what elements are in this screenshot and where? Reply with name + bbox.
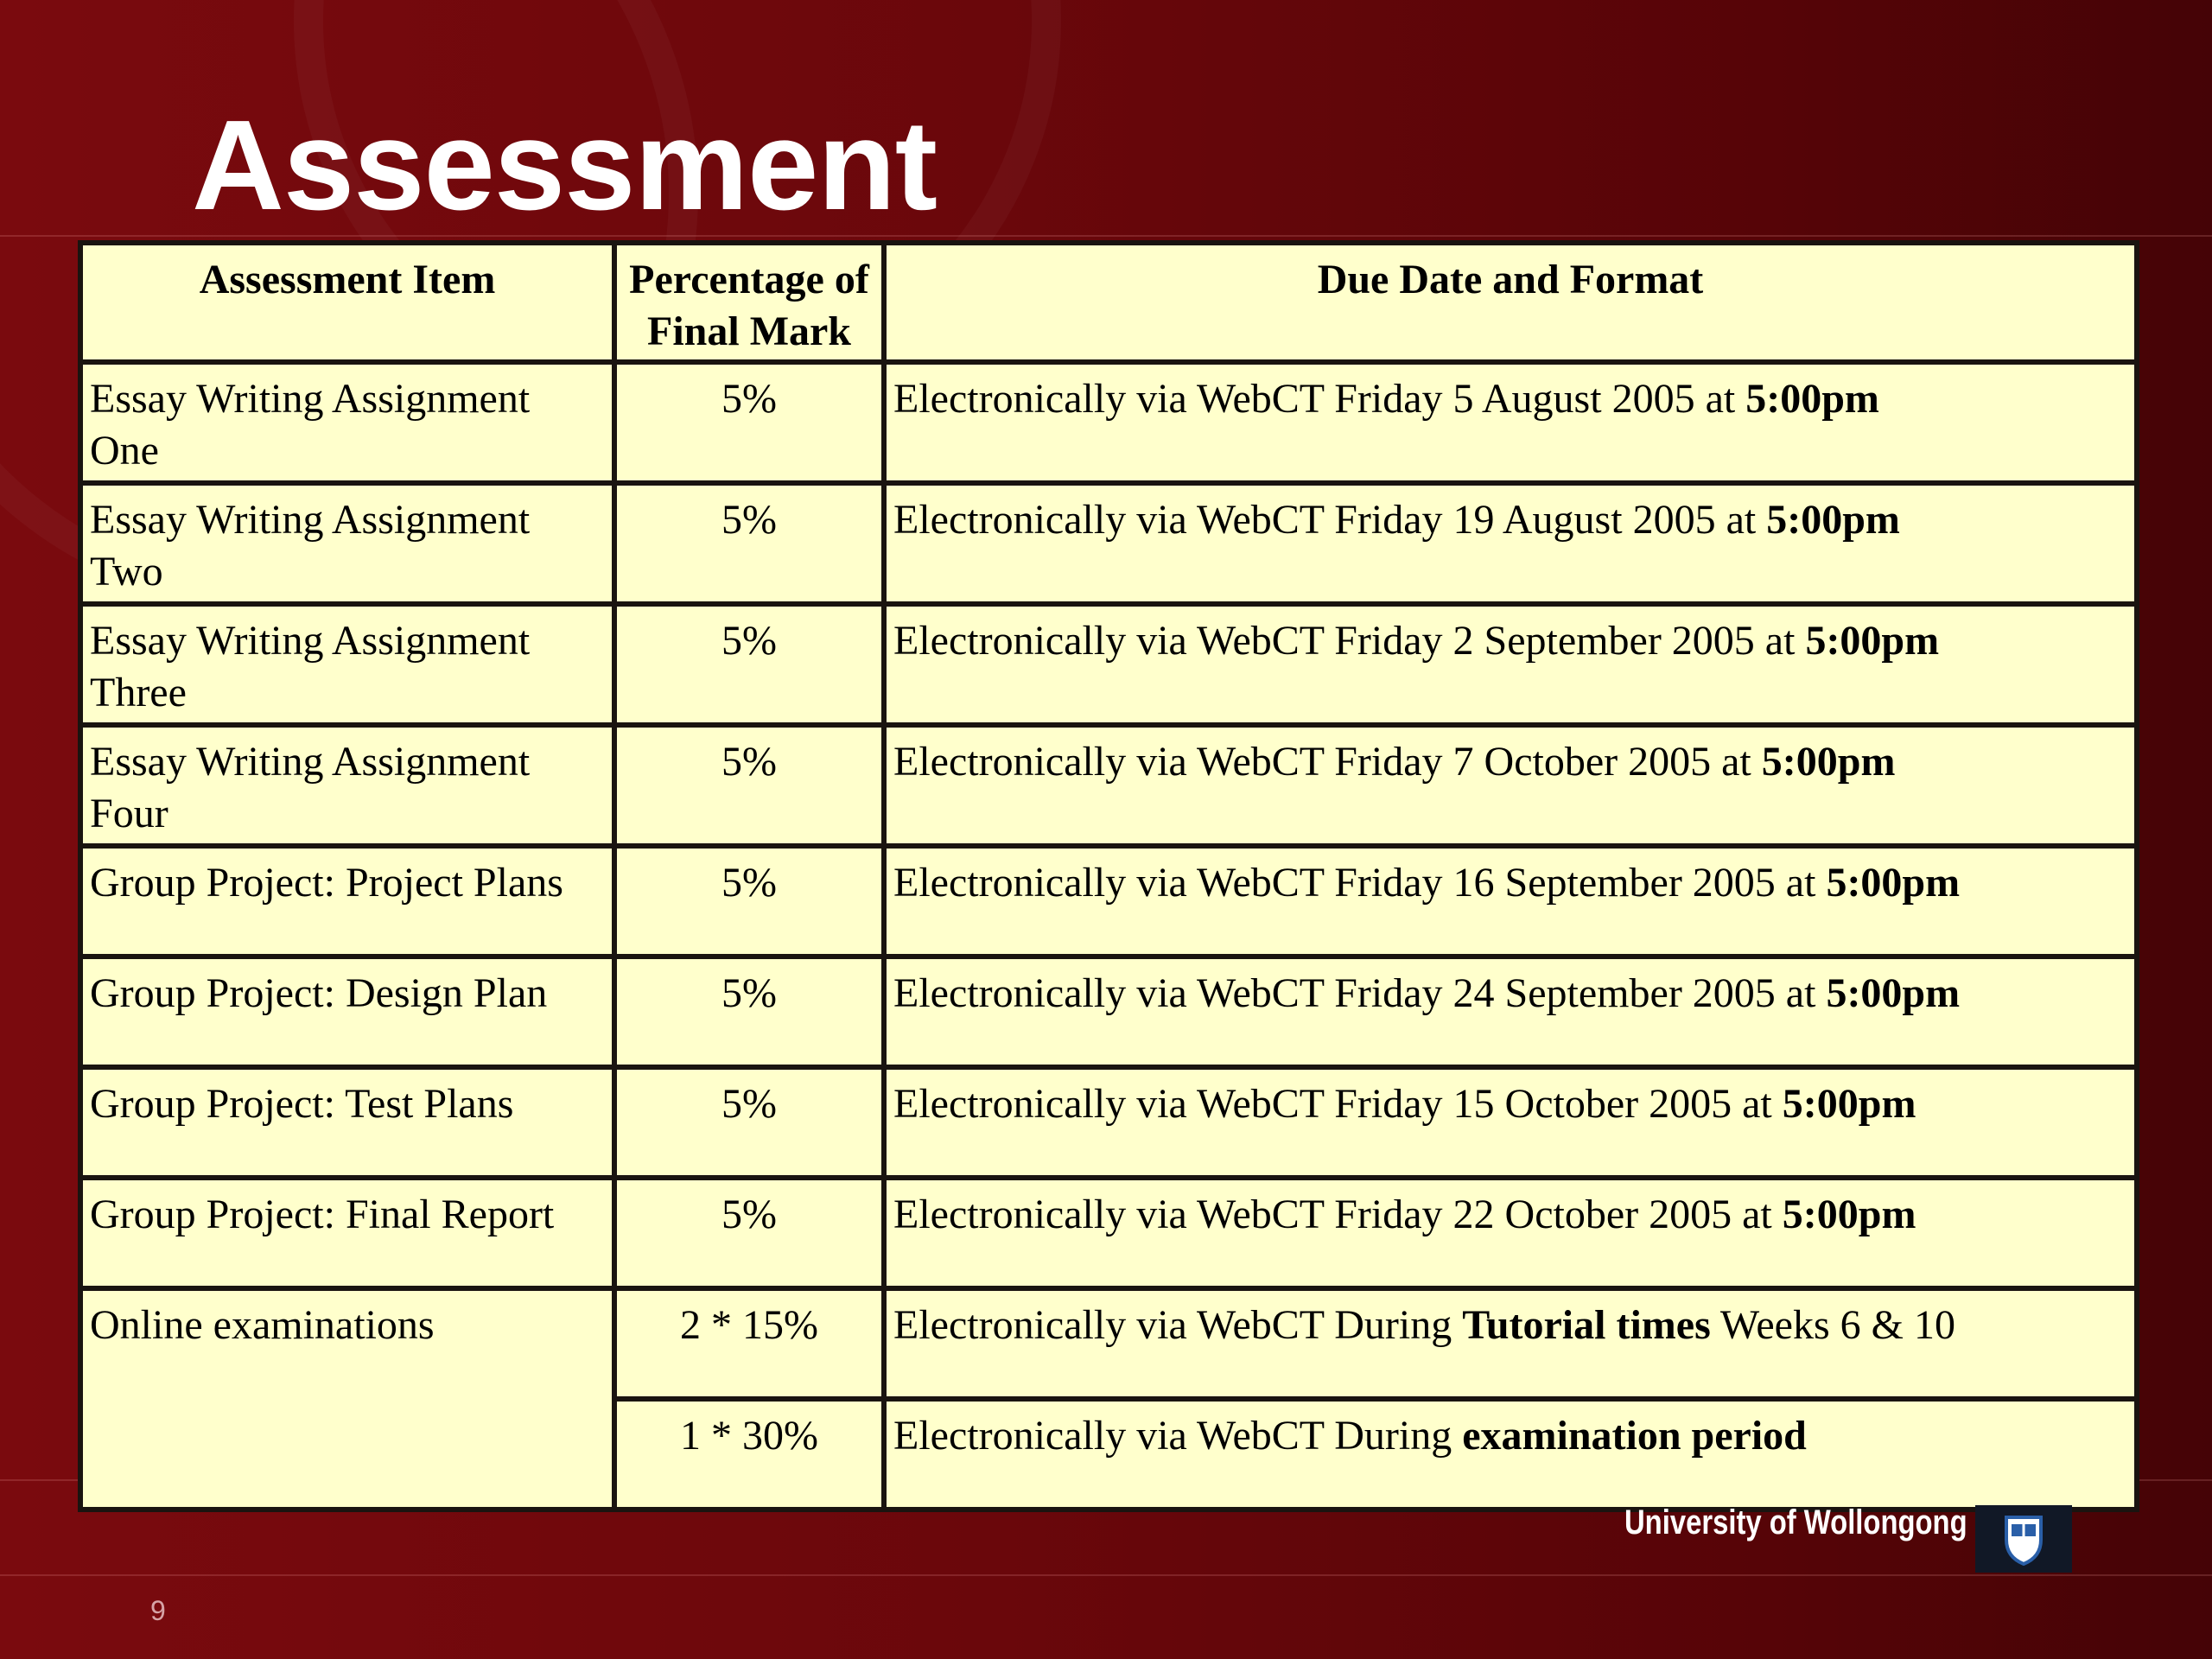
university-crest-icon [1975, 1505, 2072, 1573]
due-date-tail: Weeks 6 & 10 [1710, 1302, 1955, 1348]
assessment-item-cell: Group Project: Design Plan [80, 957, 614, 1067]
table-row [80, 846, 2137, 957]
background-rule-bottom [0, 1574, 2212, 1576]
header-percentage: Percentage of Final Mark [614, 243, 884, 362]
header-assessment-item: Assessment Item [80, 243, 614, 362]
table-header-row [80, 243, 2137, 362]
due-time: 5:00pm [1805, 618, 1940, 664]
assessment-item-cell: Essay Writing Assignment One [80, 362, 614, 483]
due-date-cell [884, 725, 2137, 846]
table-row [80, 725, 2137, 846]
percentage-cell: 5% [614, 1178, 884, 1288]
slide-title: Assessment [192, 94, 938, 237]
due-date-cell [884, 1067, 2137, 1178]
assessment-item-cell: Essay Writing Assignment Four [80, 725, 614, 846]
page-number: 9 [150, 1595, 166, 1626]
due-date-text: Electronically via WebCT Friday 15 October 2005 at [893, 1081, 1783, 1127]
due-date-text: Electronically via WebCT Friday 5 August 2005 at [893, 376, 1746, 422]
percentage-cell: 5% [614, 846, 884, 957]
due-date-cell [884, 957, 2137, 1067]
due-date-cell [884, 1178, 2137, 1288]
due-time: 5:00pm [1782, 1192, 1916, 1237]
due-date-text: Electronically via WebCT Friday 24 September 2005 at [893, 970, 1827, 1016]
percentage-cell: 5% [614, 483, 884, 604]
assessment-item-cell: Online examinations [80, 1288, 614, 1510]
due-date-text: Electronically via WebCT During [893, 1302, 1463, 1348]
university-logo-text: University of Wollongong [1624, 1503, 1967, 1541]
due-date-cell [884, 1288, 2137, 1399]
due-date-cell [884, 362, 2137, 483]
percentage-cell: 5% [614, 604, 884, 725]
due-emphasis: Tutorial times [1462, 1302, 1711, 1348]
due-date-text: Electronically via WebCT Friday 2 September 2005 at [893, 618, 1806, 664]
due-date-text: Electronically via WebCT Friday 16 September 2005 at [893, 860, 1827, 906]
due-time: 5:00pm [1826, 860, 1961, 906]
due-date-text: Electronically via WebCT Friday 19 August 2005 at [893, 497, 1767, 543]
percentage-cell: 5% [614, 1067, 884, 1178]
assessment-item-cell: Group Project: Final Report [80, 1178, 614, 1288]
due-time: 5:00pm [1826, 970, 1961, 1016]
assessment-item-cell: Essay Writing Assignment Three [80, 604, 614, 725]
table-row [80, 604, 2137, 725]
table-row [80, 1067, 2137, 1178]
due-time: 5:00pm [1745, 376, 1879, 422]
percentage-cell: 5% [614, 725, 884, 846]
assessment-item-cell: Group Project: Test Plans [80, 1067, 614, 1178]
table-row [80, 483, 2137, 604]
due-date-text: Electronically via WebCT Friday 7 October 2005 at [893, 739, 1762, 785]
table-row [80, 957, 2137, 1067]
due-date-cell [884, 604, 2137, 725]
due-time: 5:00pm [1782, 1081, 1916, 1127]
crest-shield-icon [1975, 1505, 2072, 1573]
percentage-cell: 5% [614, 362, 884, 483]
due-time: 5:00pm [1766, 497, 1900, 543]
assessment-table [78, 240, 2139, 1512]
assessment-item-cell: Group Project: Project Plans [80, 846, 614, 957]
due-date-cell [884, 483, 2137, 604]
due-date-cell [884, 846, 2137, 957]
due-date-text: Electronically via WebCT Friday 22 October 2005 at [893, 1192, 1783, 1237]
percentage-cell: 2 * 15% [614, 1288, 884, 1399]
header-due-date: Due Date and Format [884, 243, 2137, 362]
table-row-online-exam-1 [80, 1288, 2137, 1399]
table-row [80, 362, 2137, 483]
percentage-cell: 5% [614, 957, 884, 1067]
assessment-item-cell: Essay Writing Assignment Two [80, 483, 614, 604]
due-date-text: Electronically via WebCT During [893, 1413, 1463, 1459]
table-row [80, 1178, 2137, 1288]
due-emphasis: examination period [1462, 1413, 1807, 1459]
due-date-cell [884, 1399, 2137, 1510]
due-time: 5:00pm [1761, 739, 1896, 785]
percentage-cell: 1 * 30% [614, 1399, 884, 1510]
